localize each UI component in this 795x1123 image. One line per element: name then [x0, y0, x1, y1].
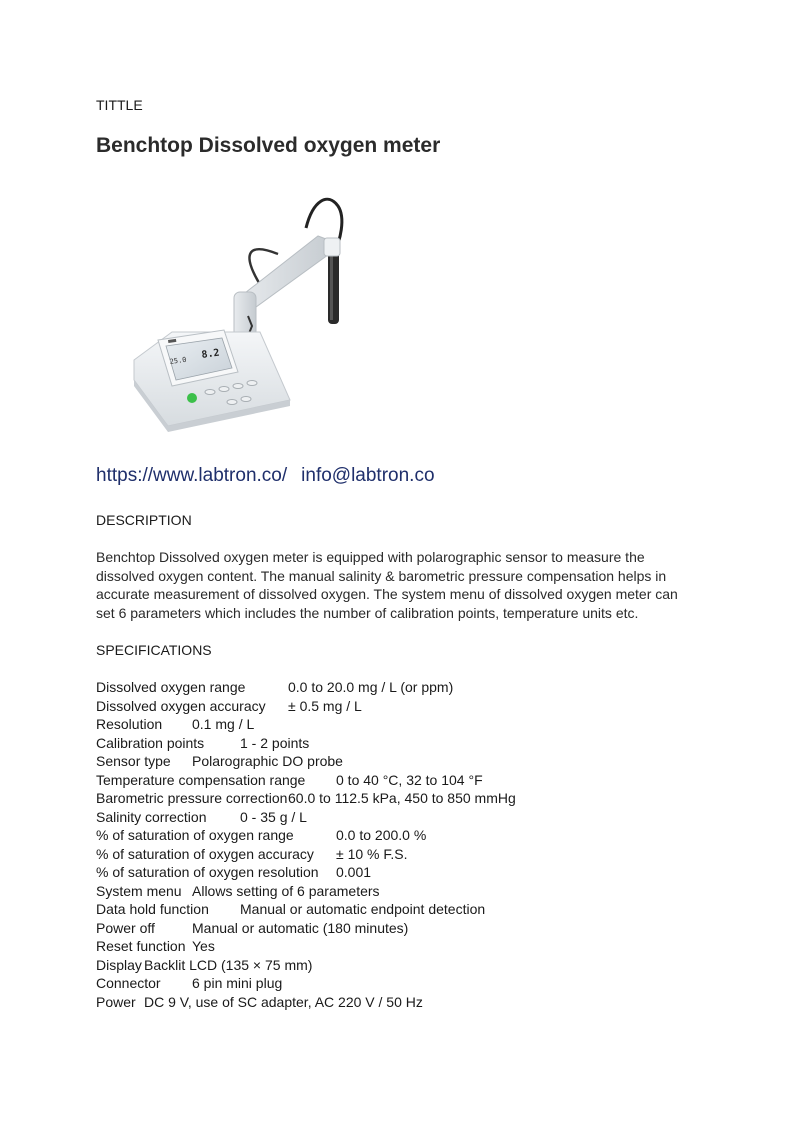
spec-key: Resolution — [96, 716, 163, 732]
spec-key: Data hold function — [96, 901, 209, 917]
spec-value: 0.0 to 20.0 mg / L (or ppm) — [288, 679, 454, 695]
spec-key: Power — [96, 993, 136, 1010]
spec-value: Allows setting of 6 parameters — [192, 882, 380, 899]
spec-key: Sensor type — [96, 753, 171, 769]
spec-value: 0 to 40 °C, 32 to 104 °F — [336, 771, 483, 788]
spec-key: % of saturation of oxygen accuracy — [96, 845, 314, 862]
spec-key: Calibration points — [96, 734, 205, 751]
spec-value: 0.001 — [336, 864, 372, 880]
product-image — [128, 192, 418, 437]
spec-value: Backlit LCD (135 × 75 mm) — [144, 956, 313, 973]
spec-key: System menu — [96, 882, 182, 899]
spec-key: Reset function — [96, 938, 186, 954]
spec-value: 6 pin mini plug — [192, 975, 283, 991]
spec-value: 60.0 to 112.5 kPa, 450 to 850 mmHg — [288, 790, 516, 806]
spec-key: Temperature compensation range — [96, 771, 306, 788]
spec-value: Yes — [192, 938, 215, 954]
spec-key: % of saturation of oxygen resolution — [96, 864, 319, 880]
electrode — [328, 250, 339, 324]
spec-value: 1 - 2 points — [240, 734, 310, 751]
description-label: DESCRIPTION — [96, 512, 192, 528]
spec-key: Display — [96, 956, 142, 973]
spec-key: Dissolved oxygen range — [96, 679, 246, 695]
contact-links — [96, 465, 435, 487]
spec-key: % of saturation of oxygen range — [96, 827, 294, 843]
spec-key: Power off — [96, 919, 155, 936]
heading-label: TITTLE — [96, 97, 143, 113]
spec-value: 0.1 mg / L — [192, 716, 255, 732]
specifications-label: SPECIFICATIONS — [96, 642, 212, 658]
spec-key: Salinity correction — [96, 808, 207, 825]
page-title: Benchtop Dissolved oxygen meter — [96, 134, 441, 157]
spec-value: Manual or automatic (180 minutes) — [192, 919, 409, 936]
device-small-reading: 25.0 — [169, 355, 187, 366]
spec-value: Manual or automatic endpoint detection — [240, 901, 486, 917]
spec-value: DC 9 V, use of SC adapter, AC 220 V / 50 Hz — [144, 993, 423, 1010]
spec-value: ± 0.5 mg / L — [288, 697, 362, 714]
spec-key: Dissolved oxygen accuracy — [96, 697, 266, 714]
description-text: Benchtop Dissolved oxygen meter is equipped with polarographic sensor to measure the dissolved oxygen content. The manual salinity & barometric pressure compensation helps in accurate measurement of dissolved oxygen. The system menu of dissolved oxygen meter can set 6 parameters which includes the number of calibration points, temperature units etc. — [96, 549, 678, 621]
email-link[interactable]: info@labtron.co — [301, 465, 435, 486]
power-button-icon — [187, 393, 197, 403]
device-main-reading: 8.2 — [200, 347, 221, 361]
spec-value: ± 10 % F.S. — [336, 845, 408, 862]
website-link[interactable]: https://www.labtron.co/ — [96, 465, 288, 486]
spec-key: Connector — [96, 975, 161, 991]
spec-value: 0 - 35 g / L — [240, 808, 307, 825]
spec-value: Polarographic DO probe — [192, 753, 343, 769]
spec-key: Barometric pressure correction — [96, 790, 288, 806]
spec-value: 0.0 to 200.0 % — [336, 827, 427, 843]
